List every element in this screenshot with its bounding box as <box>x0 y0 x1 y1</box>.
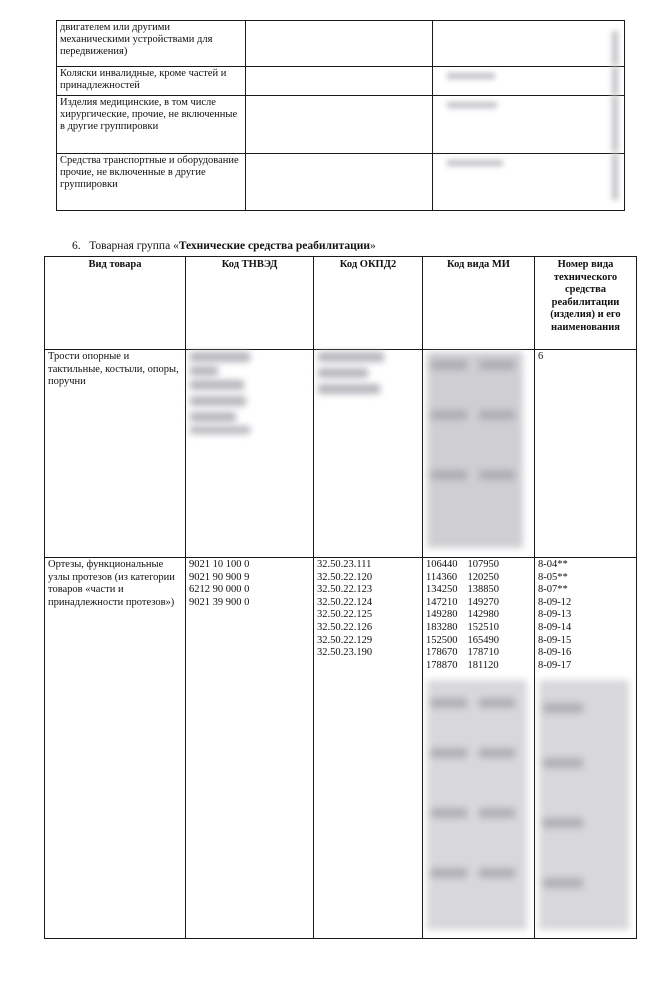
redacted-block <box>543 818 583 828</box>
product-name-cell <box>57 96 246 154</box>
mi-code: 178870 <box>426 659 458 671</box>
header-tnved: Код ТНВЭД <box>186 257 314 350</box>
redacted-block <box>612 96 618 152</box>
redacted-block <box>190 412 236 422</box>
product-type-cell <box>45 350 186 558</box>
redacted-cell <box>433 96 625 154</box>
mi-code: 183280 <box>426 621 458 633</box>
tnved-code: 9021 10 100 0 <box>189 559 250 570</box>
redacted-block <box>318 368 368 378</box>
redacted-block <box>431 698 467 708</box>
rehab-number: 8-04** <box>538 559 568 570</box>
okpd2-code: 32.50.22.126 <box>317 621 373 633</box>
redacted-block <box>190 352 250 362</box>
mi-code: 114360 <box>426 571 458 583</box>
product-name: Коляски инвалидные, кроме частей и принадлежностей <box>60 68 227 91</box>
mi-code: 149280 <box>426 609 458 621</box>
empty-cell <box>246 96 433 154</box>
redacted-block <box>479 410 515 420</box>
okpd2-code: 32.50.23.190 <box>317 647 373 659</box>
mi-code: 142980 <box>467 609 499 621</box>
redacted-cell <box>433 67 625 96</box>
rehab-number: 6 <box>538 351 544 362</box>
redacted-mi-code-cell <box>423 350 535 558</box>
tnved-code: 6212 90 000 0 <box>189 584 250 596</box>
mi-code: 107950 <box>467 559 499 570</box>
okpd2-code: 32.50.22.120 <box>317 571 373 583</box>
section-number: 6. <box>72 240 81 252</box>
redacted-block <box>612 154 618 200</box>
tnved-code: 9021 90 900 9 <box>189 571 250 583</box>
rehab-number: 8-09-15 <box>538 634 572 646</box>
redacted-block <box>431 868 467 878</box>
redacted-block <box>612 67 618 95</box>
redacted-block <box>190 396 246 406</box>
mi-code: 134250 <box>426 584 458 596</box>
header-mi-code: Код вида МИ <box>423 257 535 350</box>
tnved-list <box>189 559 310 609</box>
redacted-block <box>427 680 527 930</box>
redacted-block <box>479 360 515 370</box>
mi-code: 138850 <box>467 584 499 596</box>
product-type-cell <box>45 558 186 939</box>
rehab-number: 8-09-14 <box>538 621 572 633</box>
product-name-cell <box>57 154 246 211</box>
tnved-code: 9021 39 900 0 <box>189 596 250 608</box>
rehab-number: 8-09-16 <box>538 647 572 659</box>
section-title: Технические средства реабилитации <box>178 240 370 252</box>
rehab-number: 8-05** <box>538 571 568 583</box>
redacted-block <box>447 73 495 79</box>
redacted-block <box>479 698 515 708</box>
rehab-number: 8-07** <box>538 584 568 596</box>
product-name-cell <box>57 67 246 96</box>
product-name: Изделия медицинские, в том числе хирургические, прочие, не включенные в другие группировки <box>60 97 238 132</box>
section-prefix: Товарная группа « <box>89 240 179 252</box>
mi-code-list-right <box>468 559 500 672</box>
redacted-block <box>479 868 515 878</box>
mi-code: 152500 <box>426 634 458 646</box>
redacted-block <box>431 808 467 818</box>
redacted-block <box>543 703 583 713</box>
mi-code: 178670 <box>426 647 458 659</box>
table-row <box>57 67 625 96</box>
header-rehab-number: Номер вида технического средства реабилитации (изделия) и его наименования <box>535 257 637 350</box>
redacted-block <box>431 470 467 480</box>
rehab-number-list <box>538 559 633 672</box>
top-table <box>56 20 625 211</box>
mi-code: 178710 <box>467 647 499 659</box>
mi-code: 181120 <box>467 659 499 671</box>
redacted-block <box>479 808 515 818</box>
redacted-tnved-cell <box>186 350 314 558</box>
empty-cell <box>246 154 433 211</box>
mi-code-grid <box>426 559 531 672</box>
redacted-block <box>318 384 380 394</box>
mi-code: 120250 <box>467 571 499 583</box>
mi-code: 106440 <box>426 559 458 570</box>
redacted-block <box>190 366 218 376</box>
product-type: Трости опорные и тактильные, костыли, опоры, поручни <box>48 351 179 388</box>
okpd2-code: 32.50.22.125 <box>317 609 373 621</box>
tnved-cell <box>186 558 314 939</box>
redacted-block <box>543 758 583 768</box>
rehab-number-cell <box>535 350 637 558</box>
mi-code: 149270 <box>467 596 499 608</box>
product-name-cell <box>57 21 246 67</box>
rehab-goods-table <box>44 256 637 939</box>
redacted-block <box>543 878 583 888</box>
redacted-block <box>612 31 618 65</box>
redacted-block <box>431 748 467 758</box>
redacted-block <box>431 410 467 420</box>
table-row <box>57 96 625 154</box>
rehab-number: 8-09-17 <box>538 659 572 671</box>
okpd2-code: 32.50.23.111 <box>317 559 372 570</box>
mi-code: 165490 <box>467 634 499 646</box>
empty-cell <box>246 67 433 96</box>
redacted-block <box>190 380 244 390</box>
okpd2-code: 32.50.22.123 <box>317 584 373 596</box>
product-name: двигателем или другими механическими устройствами для передвижения) <box>60 22 213 57</box>
header-okpd2: Код ОКПД2 <box>314 257 423 350</box>
product-type: Ортезы, функциональные узлы протезов (из категории товаров «части и принадлежности протезов») <box>48 559 175 608</box>
redacted-block <box>190 426 250 434</box>
table-row <box>57 21 625 67</box>
okpd2-code: 32.50.22.129 <box>317 634 373 646</box>
redacted-block <box>479 470 515 480</box>
product-name: Средства транспортные и оборудование прочие, не включенные в другие группировки <box>60 155 239 190</box>
redacted-cell <box>433 154 625 211</box>
redacted-block <box>431 360 467 370</box>
table-row <box>57 154 625 211</box>
redacted-block <box>447 102 497 108</box>
empty-cell <box>246 21 433 67</box>
mi-code-list-left <box>426 559 458 672</box>
table-row <box>45 558 637 939</box>
okpd2-list <box>317 559 419 660</box>
redacted-okpd2-cell <box>314 350 423 558</box>
section-suffix: » <box>369 240 376 252</box>
header-product-type: Вид товара <box>45 257 186 350</box>
rehab-number: 8-09-12 <box>538 596 572 608</box>
section-heading <box>72 239 376 253</box>
rehab-number-cell <box>535 558 637 939</box>
mi-code-cell <box>423 558 535 939</box>
redacted-block <box>447 160 503 166</box>
redacted-block <box>539 680 629 930</box>
mi-code: 147210 <box>426 596 458 608</box>
table-header-row <box>45 257 637 350</box>
okpd2-code: 32.50.22.124 <box>317 596 373 608</box>
rehab-number: 8-09-13 <box>538 609 572 621</box>
table-row <box>45 350 637 558</box>
redacted-cell <box>433 21 625 67</box>
mi-code: 152510 <box>467 621 499 633</box>
redacted-block <box>427 352 523 548</box>
redacted-block <box>318 352 384 362</box>
okpd2-cell <box>314 558 423 939</box>
redacted-block <box>479 748 515 758</box>
